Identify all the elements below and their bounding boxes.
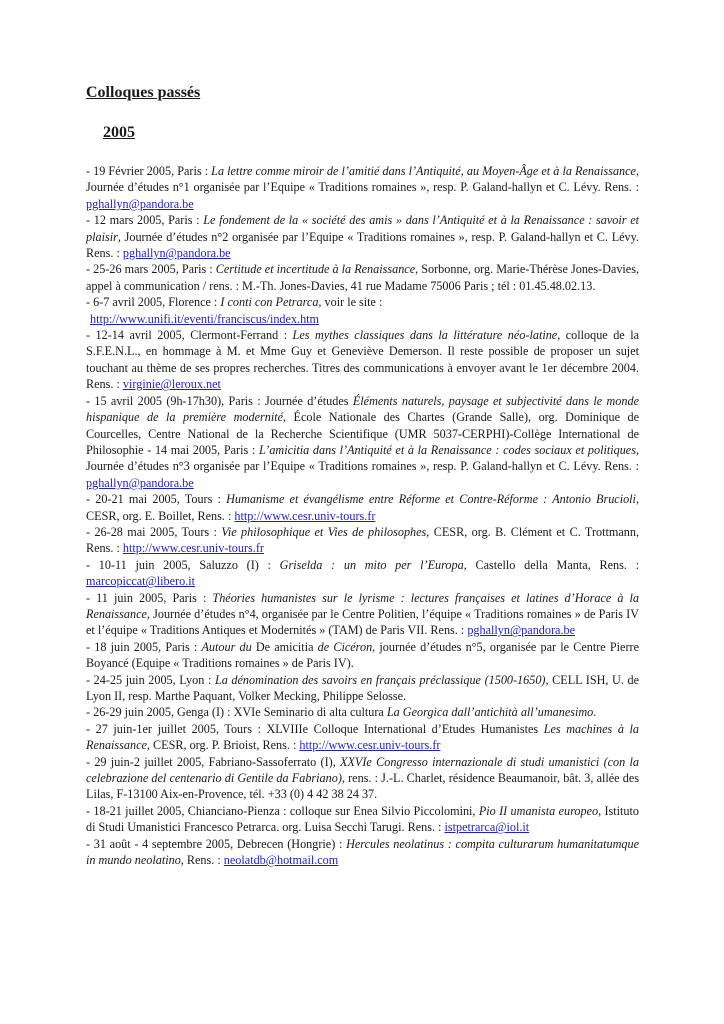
contact-link[interactable]: http://www.cesr.univ-tours.fr [122, 541, 264, 556]
entry-text: , Journée d’études n°3 organisée par l’Equipe « Traditions romaines », resp. P. Galand-hallyn et C. Lévy. Rens. : [86, 442, 639, 474]
contact-link[interactable]: pghallyn@pandora.be [86, 475, 194, 490]
entry-title-italic: Les mythes classiques dans la littérature néo-latine [292, 328, 558, 343]
entry-text: , Journée d’études n°1 organisée par l’Equipe « Traditions romaines », resp. P. Galand-hallyn et C. Lévy. Rens. : [86, 164, 639, 195]
entry-text: - 15 avril 2005 (9h-17h30), Paris : Journée d’études [86, 393, 353, 408]
contact-link[interactable]: neolatdb@hotmail.com [223, 853, 339, 868]
contact-link[interactable]: pghallyn@pandora.be [86, 196, 194, 211]
entry-text: , CESR, org. B. Clément et C. Trottmann, Rens. : [86, 524, 639, 556]
entry-text: De amicitia [251, 639, 318, 654]
colloquium-entry [86, 491, 639, 524]
year-heading: 2005 [103, 124, 135, 141]
entry-title-italic: Hercules neolatinus : compita culturarum humanitatumque in mundo neolatino [86, 836, 639, 868]
entry-text: - 12-14 avril 2005, Clermont-Ferrand : [86, 328, 293, 343]
entry-title-italic: de Cicéron [317, 639, 373, 654]
entry-text: - 27 juin-1er juillet 2005, Tours : XLVIIIe Colloque International d’Etudes Humanistes [86, 721, 544, 736]
contact-link[interactable]: istpetrarca@iol.it [444, 820, 530, 835]
entry-text: - 25-26 mars 2005, Paris : [86, 262, 216, 277]
colloquium-entry [86, 803, 639, 836]
page-title: Colloques passés [86, 84, 201, 101]
entry-text: CELL ISH, U. de Lyon II, resp. Marthe Paquant, Volker Mecking, Philippe Selosse. [86, 672, 640, 703]
colloquium-entry [86, 163, 639, 212]
entry-title-italic: La lettre comme miroir de l’amitié dans l’Antiquité, au Moyen-Âge et à la Renaissance [211, 164, 636, 178]
contact-link[interactable]: pghallyn@pandora.be [122, 246, 231, 261]
colloquium-entry [86, 754, 639, 803]
contact-link[interactable]: http://www.unifi.it/eventi/franciscus/index.htm [90, 311, 320, 326]
colloquium-entry [86, 557, 639, 590]
entry-title-italic: I conti con Petrarca [220, 295, 319, 310]
contact-link[interactable]: marcopiccat@libero.it [86, 574, 196, 589]
entry-title-italic: La Georgica dall’antichità all’umanesimo [386, 705, 594, 720]
entry-text: - 18 juin 2005, Paris : [86, 639, 202, 654]
entry-text: , journée d’études n°5, organisée par le Centre Pierre Boyancé (Equipe « Traditions romaines » de Paris IV). [86, 639, 639, 671]
colloquium-entry [86, 639, 639, 672]
entry-title-italic: Griselda : un mito per l’Europa [279, 557, 464, 572]
colloquium-entry [86, 524, 639, 557]
entry-text: - 26-28 mai 2005, Tours : [86, 524, 222, 539]
entry-text: - 24-25 juin 2005, Lyon : [86, 672, 215, 687]
entry-title-italic: Éléments naturels, paysage et subjectivité dans le monde hispanique de la première modernité [86, 393, 639, 425]
entry-text: - 20-21 mai 2005, Tours : [86, 492, 227, 507]
entry-text: , colloque de la S.F.E.N.L., en hommage à M. et Mme Guy et Geneviève Demerson. Il reste possible de proposer un sujet touchant au thème de ses propres recherches. Titres des communications à envoyer avant le 1er décembre 2004. Rens. : [86, 328, 639, 392]
entry-text: . [593, 705, 597, 720]
entry-text: , CESR, org. P. Brioist, Rens. : [146, 738, 300, 753]
entry-text: - 12 mars 2005, Paris : [86, 213, 204, 228]
colloquium-entry [86, 393, 639, 491]
entry-text: - 29 juin-2 juillet 2005, Fabriano-Sassoferrato (I), [86, 754, 341, 769]
colloquium-entry [86, 261, 639, 294]
entry-title-italic: Vie philosophique et Vies de philosophes [221, 524, 427, 539]
entry-title-italic: Le fondement de la « société des amis » dans l’Antiquité et à la Renaissance : savoir et plaisir [86, 213, 639, 244]
entry-text: , CESR, org. E. Boillet, Rens. : [86, 492, 639, 523]
entry-text: , École Nationale des Chartes (Grande Salle), org. Dominique de Courcelles, Centre National de la Recherche Scientifique (UMR 5037-CERPHI)-Collège International de Philosophie - 14 mai 2005, Paris : [86, 410, 639, 457]
entry-title-italic: La dénomination des savoirs en français préclassique (1500-1650), [214, 672, 549, 687]
entry-text: , Journée d’études n°2 organisée par l’Equipe « Traditions romaines », resp. P. Galand-hallyn et C. Lévy. Rens. : [86, 229, 639, 261]
entry-title-italic: Les machines à la Renaissance [86, 721, 639, 753]
contact-link[interactable]: pghallyn@pandora.be [467, 623, 575, 638]
contact-link[interactable]: http://www.cesr.univ-tours.fr [299, 738, 441, 753]
entry-text: , Journée d’études n°4, organisée par le Centre Politien, l’équipe « Traditions romaines » de Paris IV et l’équipe « Traditions Antiques et Modernités » (TAM) de Paris VII. Rens. : [86, 606, 639, 638]
colloquium-list [86, 163, 639, 868]
entry-text: - 26-29 juin 2005, Genga (I) : XVIe Seminario di alta cultura [86, 705, 387, 720]
entry-text: - 11 juin 2005, Paris : [86, 590, 213, 605]
entry-text: - 18-21 juillet 2005, Chianciano-Pienza : colloque sur Enea Silvio Piccolomini, [86, 803, 479, 818]
contact-link[interactable]: virginie@leroux.net [122, 377, 221, 392]
colloquium-entry [86, 327, 639, 393]
entry-text: , Istituto di Studi Umanistici Francesco Petrarca. org. Luisa Secchi Tarugi. Rens. : [86, 803, 639, 835]
entry-title-italic: Pio II umanista europeo [478, 803, 599, 818]
entry-text: , Sorbonne, org. Marie-Thérèse Jones-Davies, appel à communication / rens. : M.-Th. Jones-Davies, 41 rue Madame 75006 Paris ; tél : 01.45.48.02.13. [86, 262, 640, 293]
colloquium-entry [86, 672, 639, 705]
entry-text: - 10-11 juin 2005, Saluzzo (I) : [86, 557, 280, 572]
entry-title-italic: Théories humanistes sur le lyrisme : lectures françaises et latines d’Horace à la Renaissance [86, 590, 639, 621]
entry-text: - 6-7 avril 2005, Florence : [86, 295, 221, 310]
colloquium-entry [86, 212, 639, 261]
entry-title-italic: L’amicitia dans l’Antiquité et à la Renaissance : codes sociaux et politiques [258, 442, 636, 457]
contact-link[interactable]: http://www.cesr.univ-tours.fr [234, 508, 376, 523]
entry-title-italic: Certitude et incertitude à la Renaissance [215, 262, 416, 277]
entry-title-italic: Humanisme et évangélisme entre Réforme et Contre-Réforme : Antonio Brucioli [226, 492, 636, 507]
colloquium-entry [86, 294, 639, 327]
entry-title-italic: Autour du [201, 639, 252, 654]
colloquium-entry [86, 836, 639, 869]
entry-text: , Rens. : [180, 853, 224, 868]
entry-text: - 31 août - 4 septembre 2005, Debrecen (Hongrie) : [86, 836, 347, 851]
colloquium-entry [86, 721, 639, 754]
colloquium-entry [86, 704, 639, 720]
colloquium-entry [86, 590, 639, 639]
entry-text: , rens. : J.-L. Charlet, résidence Beaumanoir, bât. 3, allée des Lilas, F-13100 Aix-en-Provence, tél. +33 (0) 4 42 38 24 37. [86, 771, 639, 802]
entry-title-italic: XXVIe Congresso internazionale di studi umanistici (con la celebrazione del centenario di Gentile da Fabriano) [86, 754, 639, 786]
entry-text: , voir le site : [318, 295, 383, 310]
entry-text: , Castello della Manta, Rens. : [463, 557, 639, 572]
entry-text: - 19 Février 2005, Paris : [86, 164, 212, 178]
